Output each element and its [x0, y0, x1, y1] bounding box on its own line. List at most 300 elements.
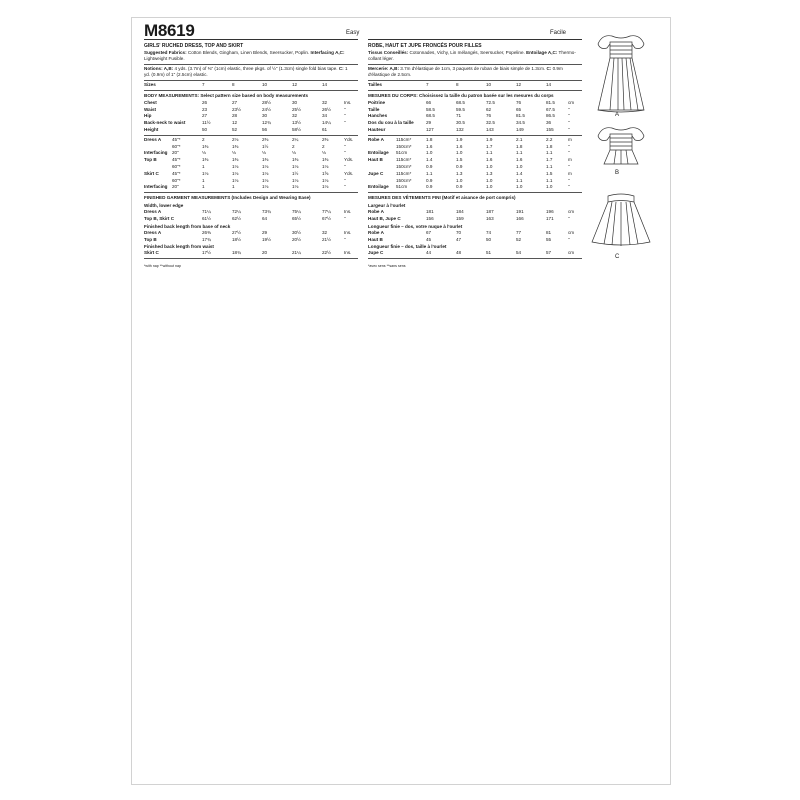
table-cell: 72.5: [486, 99, 495, 105]
table-cell: 61½: [202, 215, 211, 221]
table-cell: 1.6: [516, 157, 523, 163]
table-cell: 30.5: [456, 120, 465, 126]
table-cell: 196: [546, 209, 554, 215]
table-cell: 2.2: [546, 136, 553, 142]
table-cell: 26⅜: [202, 229, 211, 235]
table-cell: 20: [262, 250, 268, 256]
table-cell: 1⅛: [262, 163, 269, 169]
table-row: [368, 178, 584, 185]
table-row: [368, 113, 584, 120]
table-cell: Yds.: [344, 157, 354, 163]
table-cell: ": [344, 177, 346, 183]
width-table-en: [144, 209, 360, 223]
table-cell: 51: [486, 250, 492, 256]
table-cell: 132: [456, 126, 464, 132]
table-cell: 1.1: [546, 150, 553, 156]
table-cell: 23: [202, 106, 208, 112]
table-cell: 2⅜: [262, 136, 269, 142]
table-row: [368, 171, 584, 178]
body-measurements-table-fr: [368, 100, 584, 134]
table-cell: 56: [262, 126, 268, 132]
table-cell: Entoilage: [368, 150, 389, 156]
table-row: [144, 107, 360, 114]
table-row: [144, 216, 360, 223]
table-cell: 27½: [232, 229, 241, 235]
table-cell: 86.5: [546, 113, 555, 119]
table-cell: 70: [456, 229, 462, 235]
view-a-dress-illustration: [590, 30, 652, 116]
table-cell: 1.0: [486, 177, 493, 183]
view-b-label: B: [615, 170, 620, 176]
table-cell: 32: [322, 229, 328, 235]
table-cell: cm: [568, 229, 575, 235]
table-cell: 1⅛: [292, 163, 299, 169]
table-cell: Ins.: [344, 250, 352, 256]
table-cell: Yds.: [344, 170, 354, 176]
table-cell: ": [344, 236, 346, 242]
body-measurements-heading-fr: MESURES DU CORPS: Choisissez la taille du patron basée sur les mesures du corps: [368, 92, 554, 98]
difficulty-en: Easy: [346, 30, 360, 36]
table-cell: 20": [172, 184, 179, 190]
table-cell: 32.5: [486, 120, 495, 126]
table-cell: 127: [426, 126, 434, 132]
table-cell: 52: [516, 236, 522, 242]
table-cell: 0.9: [426, 184, 433, 190]
table-cell: 23½: [232, 106, 241, 112]
table-cell: Hauteur: [368, 126, 386, 132]
table-cell: 2¼: [292, 136, 299, 142]
table-cell: 27: [232, 99, 238, 105]
table-row: [368, 230, 584, 237]
back-waist-heading-en: Finished back length from waist: [144, 244, 214, 250]
table-row: [144, 237, 360, 244]
table-row: [144, 137, 360, 144]
body-measurements-heading-en: BODY MEASUREMENTS: Select pattern size based on body measurements: [144, 92, 309, 98]
table-cell: 59.5: [456, 106, 465, 112]
table-row: [144, 150, 360, 157]
table-cell: 1.5: [546, 170, 553, 176]
table-cell: 54: [516, 250, 522, 256]
table-cell: Yds.: [344, 136, 354, 142]
table-cell: 166: [516, 215, 524, 221]
table-cell: 187: [486, 209, 494, 215]
table-cell: 32: [292, 113, 298, 119]
table-cell: 1⅛: [292, 177, 299, 183]
table-cell: 45"*: [172, 170, 181, 176]
back-neck-heading-en: Finished back length from base of neck: [144, 223, 231, 229]
table-cell: 1.0: [546, 184, 553, 190]
table-cell: 72¼: [232, 209, 241, 215]
table-cell: 2: [292, 143, 295, 149]
table-cell: 1⅛: [262, 184, 269, 190]
sizes-row-en: Sizes 7 8 10 12 14: [144, 82, 328, 87]
table-cell: 1.0: [456, 150, 463, 156]
table-cell: Hip: [144, 113, 152, 119]
table-cell: 2: [202, 136, 205, 142]
table-cell: 1⅛: [202, 170, 209, 176]
table-cell: ": [344, 215, 346, 221]
table-cell: 150cm*: [396, 163, 412, 169]
table-cell: 21¼: [292, 250, 301, 256]
table-cell: ": [568, 126, 570, 132]
table-cell: Ins.: [344, 209, 352, 215]
table-cell: ": [568, 215, 570, 221]
table-cell: 26½: [322, 106, 331, 112]
table-cell: 1: [202, 163, 205, 169]
table-row: [368, 144, 584, 151]
table-cell: 58.5: [426, 106, 435, 112]
table-row: [144, 171, 360, 178]
table-cell: Top B: [144, 157, 157, 163]
table-cell: 115cm*: [396, 170, 412, 176]
table-cell: 66: [426, 99, 432, 105]
table-cell: Waist: [144, 106, 157, 112]
back-neck-heading-fr: Longueur finie – dos, votre nuque à l'ourlet: [368, 223, 463, 229]
table-cell: Haut B: [368, 236, 383, 242]
table-cell: Dress A: [144, 209, 162, 215]
table-cell: 52: [232, 126, 238, 132]
table-row: [144, 157, 360, 164]
title-fr: ROBE, HAUT ET JUPE FRONCÉS POUR FILLES: [368, 43, 482, 49]
view-a-label: A: [615, 112, 620, 118]
table-cell: 45"*: [172, 136, 181, 142]
table-cell: Dress A: [144, 136, 162, 142]
table-cell: 14¼: [322, 120, 331, 126]
table-cell: ": [568, 106, 570, 112]
table-cell: 62½: [232, 215, 241, 221]
table-cell: 1⅛: [322, 163, 329, 169]
table-cell: Robe A: [368, 209, 384, 215]
table-cell: Dos du cou à la taille: [368, 120, 414, 126]
table-cell: Taille: [368, 106, 380, 112]
table-cell: 1.0: [426, 150, 433, 156]
table-cell: ": [344, 113, 346, 119]
table-cell: 1.8: [426, 136, 433, 142]
pattern-number: M8619: [144, 21, 195, 40]
table-row: [144, 144, 360, 151]
table-cell: 60"*: [172, 143, 181, 149]
table-cell: 34.5: [516, 120, 525, 126]
table-cell: 1.7: [486, 143, 493, 149]
table-cell: ": [344, 120, 346, 126]
table-row: [144, 230, 360, 237]
table-cell: 45: [426, 236, 432, 242]
table-cell: 45"*: [172, 157, 181, 163]
table-cell: 0.9: [426, 177, 433, 183]
table-cell: 30½: [292, 229, 301, 235]
table-cell: ": [344, 163, 346, 169]
table-cell: 1⅜: [232, 143, 239, 149]
table-cell: 0.9: [456, 184, 463, 190]
table-cell: 1⅛: [262, 177, 269, 183]
table-cell: ": [568, 113, 570, 119]
back-waist-table-fr: [368, 250, 584, 257]
english-column: [144, 40, 360, 269]
table-cell: 71: [456, 113, 462, 119]
table-cell: 0.9: [456, 163, 463, 169]
table-cell: 115cm*: [396, 157, 412, 163]
table-cell: 1.6: [456, 143, 463, 149]
table-cell: ": [344, 106, 346, 112]
table-cell: 1⅜: [202, 157, 209, 163]
table-row: [144, 184, 360, 191]
table-cell: ": [568, 150, 570, 156]
table-cell: 74: [486, 229, 492, 235]
table-cell: 1½: [262, 143, 269, 149]
table-cell: 34: [322, 113, 328, 119]
table-cell: 76: [486, 113, 492, 119]
table-cell: 2.1: [516, 136, 523, 142]
table-cell: ⅛: [232, 150, 236, 156]
table-cell: 1.3: [456, 170, 463, 176]
table-cell: cm: [568, 209, 575, 215]
yardage-table-en: [144, 137, 360, 191]
table-row: [368, 164, 584, 171]
table-cell: Skirt C: [144, 250, 159, 256]
table-cell: 75¼: [292, 209, 301, 215]
table-cell: 1⅜: [322, 157, 329, 163]
difficulty-fr: Facile: [550, 30, 567, 36]
body-measurements-table-en: [144, 100, 360, 134]
table-cell: 1.0: [486, 184, 493, 190]
table-cell: 29: [426, 120, 432, 126]
table-cell: 17¾: [202, 236, 211, 242]
table-cell: 48: [456, 250, 462, 256]
table-cell: ": [568, 163, 570, 169]
table-cell: 32: [322, 99, 328, 105]
table-cell: 67½: [322, 215, 331, 221]
table-cell: 1: [202, 184, 205, 190]
table-cell: 1.8: [516, 143, 523, 149]
table-cell: m: [568, 170, 572, 176]
table-cell: Entoilage: [368, 184, 389, 190]
table-cell: 143: [486, 126, 494, 132]
table-cell: 184: [456, 209, 464, 215]
table-row: [144, 120, 360, 127]
table-cell: 11½: [202, 120, 211, 126]
table-cell: m: [568, 157, 572, 163]
table-cell: 30: [292, 99, 298, 105]
table-cell: 12¾: [262, 120, 271, 126]
table-cell: Interfacing: [144, 184, 168, 190]
table-cell: ⅛: [292, 150, 296, 156]
table-cell: 1.9: [456, 136, 463, 142]
table-cell: 36: [546, 120, 552, 126]
table-row: [368, 120, 584, 127]
table-cell: 191: [516, 209, 524, 215]
table-cell: 1.9: [486, 136, 493, 142]
table-row: [368, 250, 584, 257]
table-cell: 2⅜: [322, 136, 329, 142]
table-cell: 58½: [292, 126, 301, 132]
table-cell: ⅛: [262, 150, 266, 156]
table-cell: 1.0: [516, 163, 523, 169]
table-row: [144, 100, 360, 107]
table-cell: 50: [202, 126, 208, 132]
table-cell: 55: [546, 236, 552, 242]
table-cell: 21½: [322, 236, 331, 242]
table-row: [144, 209, 360, 216]
table-cell: 61: [322, 126, 328, 132]
table-cell: 26: [202, 99, 208, 105]
table-row: [144, 178, 360, 185]
table-cell: 28½: [262, 99, 271, 105]
finished-heading-en: FINISHED GARMENT MEASUREMENTS (Includes Design and Wearing Ease): [144, 195, 311, 201]
table-cell: Ins.: [344, 229, 352, 235]
table-cell: Dress A: [144, 229, 162, 235]
table-cell: 159: [456, 215, 464, 221]
table-cell: Top B: [144, 236, 157, 242]
notions-fr: Mercerie: A,B: 3.7m d'élastique de 1cm, 3 paquets de ruban de biais simple de 1.3cm. C: 0.9m d'élastique de 2.5cm.: [368, 66, 563, 77]
table-cell: Height: [144, 126, 159, 132]
table-row: [368, 127, 584, 134]
table-cell: 1.0: [486, 163, 493, 169]
table-cell: Robe A: [368, 136, 384, 142]
table-cell: 163: [486, 215, 494, 221]
table-row: [368, 157, 584, 164]
table-cell: 1⅛: [262, 170, 269, 176]
table-cell: 1.1: [546, 177, 553, 183]
table-cell: ": [568, 184, 570, 190]
table-row: [368, 184, 584, 191]
table-row: [368, 216, 584, 223]
table-cell: cm: [568, 250, 575, 256]
table-cell: 19½: [262, 236, 271, 242]
table-cell: 65½: [292, 215, 301, 221]
table-cell: 47: [456, 236, 462, 242]
table-cell: 22½: [322, 250, 331, 256]
table-cell: 181: [426, 209, 434, 215]
table-cell: 25½: [292, 106, 301, 112]
table-cell: 51cm: [396, 150, 408, 156]
finished-heading-fr: MESURES DES VÊTEMENTS FINI (Motif et aisance de port compris): [368, 195, 516, 201]
back-neck-table-fr: [368, 230, 584, 244]
table-cell: 29: [262, 229, 268, 235]
table-cell: 28: [232, 113, 238, 119]
table-cell: 155: [546, 126, 554, 132]
table-cell: 81.5: [516, 113, 525, 119]
table-cell: 62: [486, 106, 492, 112]
table-cell: 18½: [232, 236, 241, 242]
width-heading-en: Width, lower edge: [144, 203, 184, 209]
fabrics-fr: Tissus Conseillés: Cotonnades, Vichy, Lin mélangés, Seersucker, Popeline. Entoilage A,C: Thermo-collant léger.: [368, 50, 576, 61]
table-cell: Haut B, Jupe C: [368, 215, 401, 221]
table-cell: 77: [516, 229, 522, 235]
table-cell: 1⅜: [232, 157, 239, 163]
table-cell: 1.1: [516, 150, 523, 156]
table-cell: 1.8: [546, 143, 553, 149]
table-cell: 1.6: [486, 157, 493, 163]
table-cell: 1½: [292, 170, 299, 176]
table-cell: ": [344, 184, 346, 190]
yardage-table-fr: [368, 137, 584, 191]
table-cell: 51cm: [396, 184, 408, 190]
table-cell: 1⅛: [292, 184, 299, 190]
table-cell: 1⅜: [262, 157, 269, 163]
table-cell: 1.1: [546, 163, 553, 169]
table-cell: 1: [232, 184, 235, 190]
notions-en: Notions: A,B: 4 yds. (3.7m) of ⅜" (1cm) elastic, three pkgs. of ½" (1.3cm) single fold bias tape. C: 1 yd. (0.9m) of 1" (2.5cm) elastic.: [144, 66, 348, 77]
table-cell: 1.1: [426, 170, 433, 176]
table-row: [144, 113, 360, 120]
table-row: [144, 164, 360, 171]
table-cell: 171: [546, 215, 554, 221]
table-cell: 1⅛: [232, 177, 239, 183]
table-cell: 77¼: [322, 209, 331, 215]
table-cell: 18¾: [232, 250, 241, 256]
table-cell: 1⅜: [292, 157, 299, 163]
table-cell: 2: [322, 143, 325, 149]
table-row: [368, 100, 584, 107]
table-cell: 30: [262, 113, 268, 119]
back-waist-heading-fr: Longueur finie – dos, taille à l'ourlet: [368, 244, 447, 250]
table-cell: 1.6: [426, 143, 433, 149]
table-row: [368, 107, 584, 114]
table-cell: Poitrine: [368, 99, 386, 105]
title-en: GIRLS' RUCHED DRESS, TOP AND SKIRT: [144, 43, 244, 49]
table-cell: 1.1: [516, 177, 523, 183]
table-cell: 1.5: [456, 157, 463, 163]
table-row: [368, 209, 584, 216]
table-cell: ": [344, 143, 346, 149]
table-cell: ⅛: [202, 150, 206, 156]
table-cell: 13½: [292, 120, 301, 126]
table-cell: Skirt C: [144, 170, 159, 176]
table-cell: 12: [232, 120, 238, 126]
table-cell: 115cm*: [396, 136, 412, 142]
table-cell: 67: [426, 229, 432, 235]
table-cell: 149: [516, 126, 524, 132]
table-cell: 1.4: [516, 170, 523, 176]
table-row: [144, 127, 360, 134]
table-cell: ": [568, 177, 570, 183]
table-cell: 1⅛: [322, 177, 329, 183]
back-neck-table-en: [144, 230, 360, 244]
footnote-fr: *avec sens **sans sens: [368, 264, 406, 269]
table-cell: 1.4: [426, 157, 433, 163]
table-cell: ": [568, 236, 570, 242]
table-cell: 57: [546, 250, 552, 256]
table-cell: 1⅛: [322, 184, 329, 190]
table-cell: 17½: [202, 250, 211, 256]
table-row: [368, 237, 584, 244]
view-b-top-illustration: [590, 122, 652, 168]
table-cell: 1⅛: [232, 163, 239, 169]
width-table-fr: [368, 209, 584, 223]
width-heading-fr: Largeur à l'ourlet: [368, 203, 406, 209]
table-cell: 60"*: [172, 163, 181, 169]
table-cell: 67.5: [546, 106, 555, 112]
table-cell: 1.7: [546, 157, 553, 163]
table-cell: 71¼: [202, 209, 211, 215]
table-cell: 76: [516, 99, 522, 105]
table-cell: 44: [426, 250, 432, 256]
table-cell: 60"*: [172, 177, 181, 183]
view-c-skirt-illustration: [588, 190, 654, 250]
table-cell: 1.3: [486, 170, 493, 176]
table-cell: 0.9: [426, 163, 433, 169]
table-cell: cm: [568, 99, 575, 105]
table-cell: 68.5: [426, 113, 435, 119]
table-cell: 1: [202, 177, 205, 183]
table-cell: 81.5: [546, 99, 555, 105]
view-c-label: C: [615, 254, 620, 260]
table-cell: 20½: [292, 236, 301, 242]
table-cell: 24½: [262, 106, 271, 112]
table-cell: 50: [486, 236, 492, 242]
table-cell: 1.0: [516, 184, 523, 190]
table-cell: 27: [202, 113, 208, 119]
